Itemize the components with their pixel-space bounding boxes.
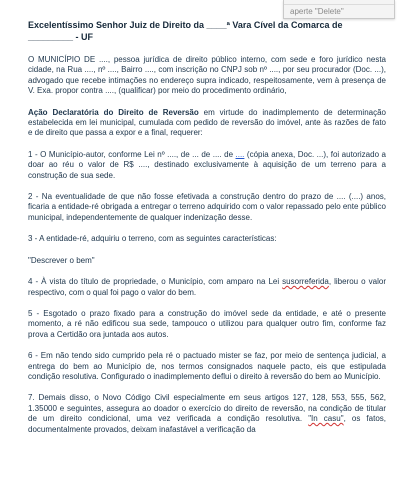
item-4-text-b: , liberou o valor respectivo, com o qual foi pago o valor do bem. bbox=[28, 277, 386, 297]
item-7-text-b: , os fatos, documentalmente provados, deixam inafastável a verificação da bbox=[28, 414, 386, 434]
action-title: Ação Declaratória do Direito de Reversão bbox=[28, 107, 199, 117]
paragraph-intro: O MUNICÍPIO DE ...., pessoa jurídica de direito público interno, com sede e foro jurídico nesta cidade, na Rua ...., nº ...., Bairro ...., com inscrição no CNPJ sob nº ...., por seu procurador (Doc. ...), advogado que recebe intimações no endereço supra indicado, respeitosamente, vem à presença de V. Exa. propor contra ...., (qualificar) por meio do procedimento ordinário, bbox=[28, 55, 386, 96]
heading-line-2: _________ - UF bbox=[28, 32, 94, 42]
paragraph-item-2: 2 - Na eventualidade de que não fosse efetivada a construção dentro do prazo de .... (....) anos, ficaria a entidade-ré obrigada a entregar o terreno adquirido com o valor repassado pelo ente público municipal, independentemente de qualquer indenização desse. bbox=[28, 192, 387, 222]
paragraph-describe-property: "Descrever o bem" bbox=[28, 255, 95, 265]
document-body[interactable] bbox=[28, 19, 386, 446]
heading-line-1: Excelentíssimo Senhor Juiz de Direito da ____ª Vara Cível da Comarca de bbox=[28, 20, 343, 30]
year-link[interactable]: .... bbox=[235, 149, 245, 159]
spellcheck-word[interactable]: susorreferida bbox=[282, 277, 329, 287]
item-1-text-b: (cópia anexa, Doc. ...), foi autorizado a doar ao réu o valor de R$ ...., destinado exclusivamente à aquisição de um terreno para a construção de sua sede. bbox=[28, 149, 386, 180]
paragraph-item-7 bbox=[28, 393, 386, 435]
paragraph-item-6: 6 - Em não tendo sido cumprido pela ré o pactuado mister se faz, por meio de sentença judicial, a entrega do bem ao Município de, nos termos consignados naquele pacto, eis que estipulada condição resolutiva. Configurado o inadimplemento deflui o direito à reversão do bem ao Município. bbox=[28, 351, 386, 381]
paragraph-item-3: 3 - A entidade-ré, adquiriu o terreno, com as seguintes características: bbox=[28, 234, 277, 244]
delete-hint-tooltip bbox=[283, 0, 395, 19]
document-heading bbox=[28, 19, 386, 43]
item-4-text-a: 4 - À vista do título de propriedade, o Município, com amparo na Lei bbox=[28, 277, 283, 287]
paragraph-action bbox=[28, 108, 386, 139]
action-text: em virtude do inadimplemento de determinação estabelecida em lei municipal, cumulada com pedido de reversão do imóvel, ante às razões de fato e de direito que passa a expor e a final, requerer: bbox=[28, 107, 386, 138]
tooltip-text: aperte "Delete" bbox=[290, 7, 344, 16]
paragraph-item-1 bbox=[28, 150, 386, 181]
paragraph-item-4 bbox=[28, 277, 386, 298]
paragraph-item-5: 5 - Esgotado o prazo fixado para a construção do imóvel sede da entidade, e até o presente momento, a ré não edificou sua sede, tampouco o utilizou para qualquer outro fim, conforme faz prova a Certidão ora juntada aos autos. bbox=[28, 308, 386, 339]
spellcheck-phrase[interactable]: "In casu" bbox=[308, 414, 344, 424]
item-1-text-a: 1 - O Município-autor, conforme Lei nº ...., de ... de .... de bbox=[28, 149, 236, 159]
item-7-text-a: 7. Demais disso, o Novo Código Civil especialmente em seus artigos 127, 128, 553, 555, 562, 1.35000 e seguintes, assegura ao doador o exercício do direito de reversão, na condição de titular de um direito condicional, uma vez verificada a condição resolutiva. bbox=[28, 393, 386, 424]
